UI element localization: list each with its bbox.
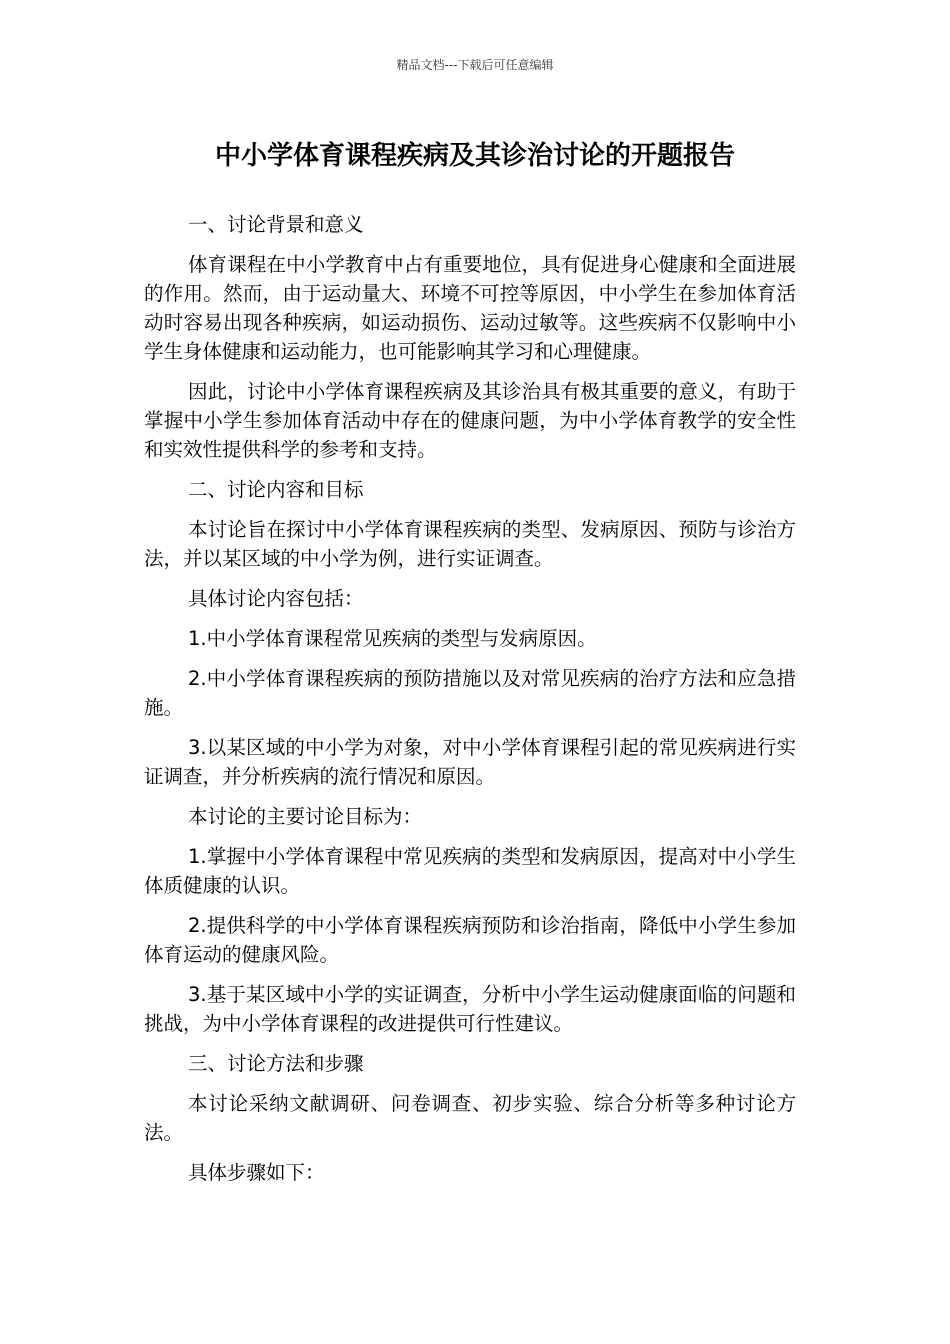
section-heading-background: 一、讨论背景和意义 [188,213,364,236]
section-heading-method: 三、讨论方法和步骤 [188,1052,364,1075]
list-item: 2.中小学体育课程疾病的预防措施以及对常见疾病的治疗方法和应急措施。 [144,667,796,719]
document-title: 中小学体育课程疾病及其诊治讨论的开题报告 [214,141,735,171]
paragraph: 因此，讨论中小学体育课程疾病及其诊治具有极其重要的意义，有助于掌握中小学生参加体育活动中存在的健康问题，为中小学体育教学的安全性和实效性提供科学的参考和支持。 [144,380,796,461]
paragraph: 本讨论采纳文献调研、问卷调查、初步实验、综合分析等多种讨论方法。 [144,1092,796,1144]
paragraph: 具体步骤如下： [188,1161,325,1184]
paragraph: 具体讨论内容包括： [188,587,364,610]
paragraph: 本讨论的主要讨论目标为： [188,805,423,828]
paragraph: 体育课程在中小学教育中占有重要地位，具有促进身心健康和全面进展的作用。然而，由于运动量大、环境不可控等原因，中小学生在参加体育活动时容易出现各种疾病，如运动损伤、运动过敏等。这些疾病不仅影响中小学生身体健康和运动能力，也可能影响其学习和心理健康。 [144,253,796,363]
list-item: 1.掌握中小学体育课程中常见疾病的类型和发病原因，提高对中小学生体质健康的认识。 [144,845,796,897]
list-item: 1.中小学体育课程常见疾病的类型与发病原因。 [188,627,597,650]
section-heading-content: 二、讨论内容和目标 [188,478,364,501]
page-header: 精品文档---下载后可任意编辑 [396,58,554,72]
list-item: 2.提供科学的中小学体育课程疾病预防和诊治指南，降低中小学生参加体育运动的健康风险。 [144,914,796,966]
paragraph: 本讨论旨在探讨中小学体育课程疾病的类型、发病原因、预防与诊治方法，并以某区域的中小学为例，进行实证调查。 [144,518,796,570]
list-item: 3.基于某区域中小学的实证调查，分析中小学生运动健康面临的问题和挑战，为中小学体育课程的改进提供可行性建议。 [144,983,796,1035]
list-item: 3.以某区域的中小学为对象，对中小学体育课程引起的常见疾病进行实证调查，并分析疾病的流行情况和原因。 [144,736,796,788]
document-body [144,210,796,1198]
